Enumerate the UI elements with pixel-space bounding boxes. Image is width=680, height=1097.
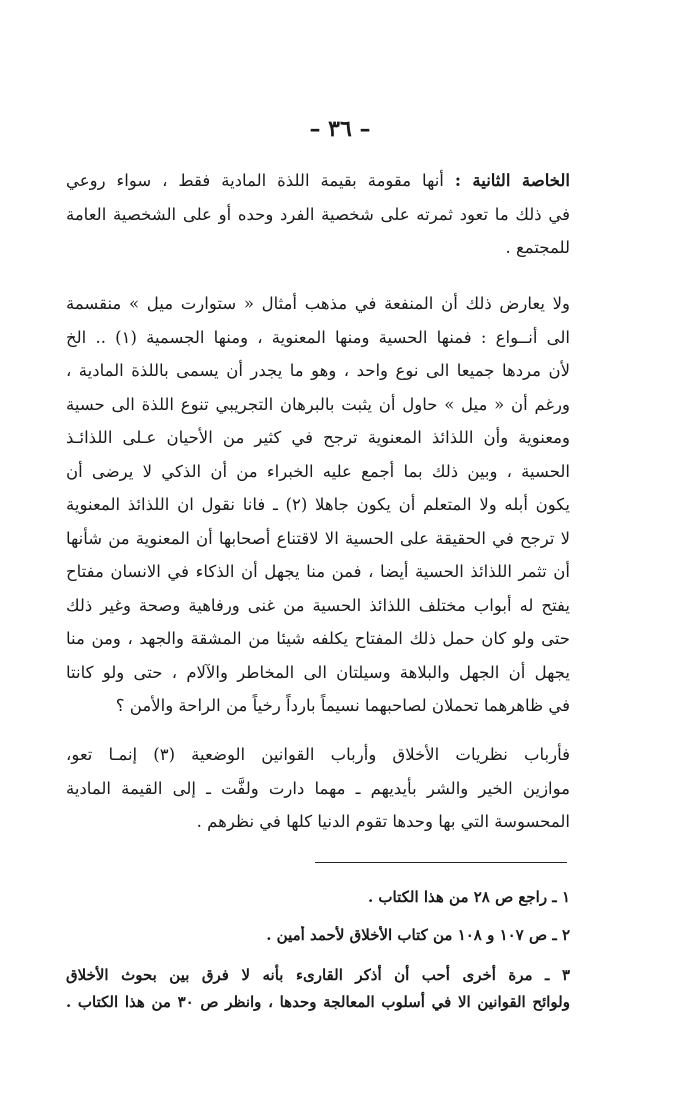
paragraph-2-line-3: لأن مردها جميعا الى نوع واحد ، وهو ما يجدر أن يسمى باللذة المادية ، (66, 361, 570, 380)
paragraph-3-line-1: فأرباب نظريات الأخلاق وأرباب القوانين الوضعية (٣) إنمـا تعو، (66, 745, 570, 764)
paragraph-2-line-7: يكون أبله ولا المتعلم أن يكون جاهلا (٢) ـ فانا نقول ان اللذائذ المعنوية (66, 495, 570, 514)
paragraph-3-line-2: موازين الخير والشر بأيديهم ـ مهما دارت ولفَّت ـ إلى القيمة المادية (66, 778, 570, 798)
footnote-1-text: ١ ـ راجع ص ٢٨ من هذا الكتاب . (367, 888, 570, 906)
paragraph-2-line-13: في ظاهرهما تحملان لصاحبهما نسيماً بارداً رخياً من الراحة والأمن ؟ (115, 696, 570, 715)
paragraph-1-line-2: في ذلك ما تعود ثمرته على شخصية الفرد وحده أو على الشخصية العامة (66, 204, 570, 224)
paragraph-2-line-8: لا ترجح في الحقيقة على الحسية الا لاقتناع أصحابها أن المعنوية من شأنها (66, 528, 570, 548)
footnote-3 (66, 962, 570, 1016)
paragraph-3 (66, 738, 570, 839)
footnote-3-line-1: ٣ ـ مرة أخرى أحب أن أذكر القارىء بأنه لا فرق بين بحوث الأخلاق (66, 966, 570, 984)
paragraph-1-line-1 (66, 164, 570, 198)
paragraph-2-line-1: ولا يعارض ذلك أن المنفعة في مذهب أمثال « ستوارت ميل » منقسمة (66, 294, 570, 313)
footnote-2-text: ٢ ـ ص ١٠٧ و ١٠٨ من كتاب الأخلاق لأحمد أمين . (266, 926, 570, 944)
paragraph-2-line-12: يجهل أن الجهل والبلاهة وسيلتان الى المخاطر والآلام ، حتى ولو كانتا (66, 662, 570, 682)
footnote-1 (66, 888, 570, 906)
footnote-separator (315, 862, 567, 863)
footnote-3-line-2: ولوائح القوانين الا في أسلوب المعالجة وحدها ، وانظر ص ٣٠ من هذا الكتاب . (66, 993, 570, 1011)
paragraph-2 (66, 287, 570, 723)
paragraph-2-line-9: أن تثمر اللذائذ الحسية أيضا ، فمن منا يجهل أن الذكاء في الانسان مفتاح (66, 562, 570, 581)
page-number: – ٣٦ – (309, 116, 371, 142)
paragraph-3-line-3: المحسوسة التي بها وحدها تقوم الدنيا كلها في نظرهم . (196, 812, 570, 831)
paragraph-2-line-2: الى أنــواع : فمنها الحسية ومنها المعنوية ، ومنها الجسمية (١) .. الخ (66, 327, 570, 347)
paragraph-1-line-3: للمجتمع . (505, 238, 570, 257)
paragraph-1-line-1-text: أنها مقومة بقيمة اللذة المادية فقط ، سواء روعي (66, 171, 444, 190)
paragraph-1 (66, 164, 570, 265)
paragraph-2-line-11: حتى ولو كان حمل ذلك المفتاح يكلفه شيئا من المشقة والجهد ، ومن منا (66, 629, 570, 648)
paragraph-2-line-4: ورغم أن « ميل » حاول أن يثبت بالبرهان التجريبي تنوع اللذة الى حسية (66, 394, 570, 414)
footnote-2 (66, 926, 570, 944)
paragraph-2-line-5: ومعنوية وأن اللذائذ المعنوية ترجح في كثير من الأحيان عـلى اللذائـذ (66, 428, 570, 447)
paragraph-2-line-10: يفتح له أبواب مختلف اللذائذ الحسية من غنى ورفاهية وصحة وغير ذلك (66, 595, 570, 615)
paragraph-2-line-6: الحسية ، وبين ذلك بما أجمع عليه الخبراء من أن الذكي لا يرضى أن (66, 461, 570, 481)
section-heading: الخاصة الثانية : (454, 171, 570, 190)
